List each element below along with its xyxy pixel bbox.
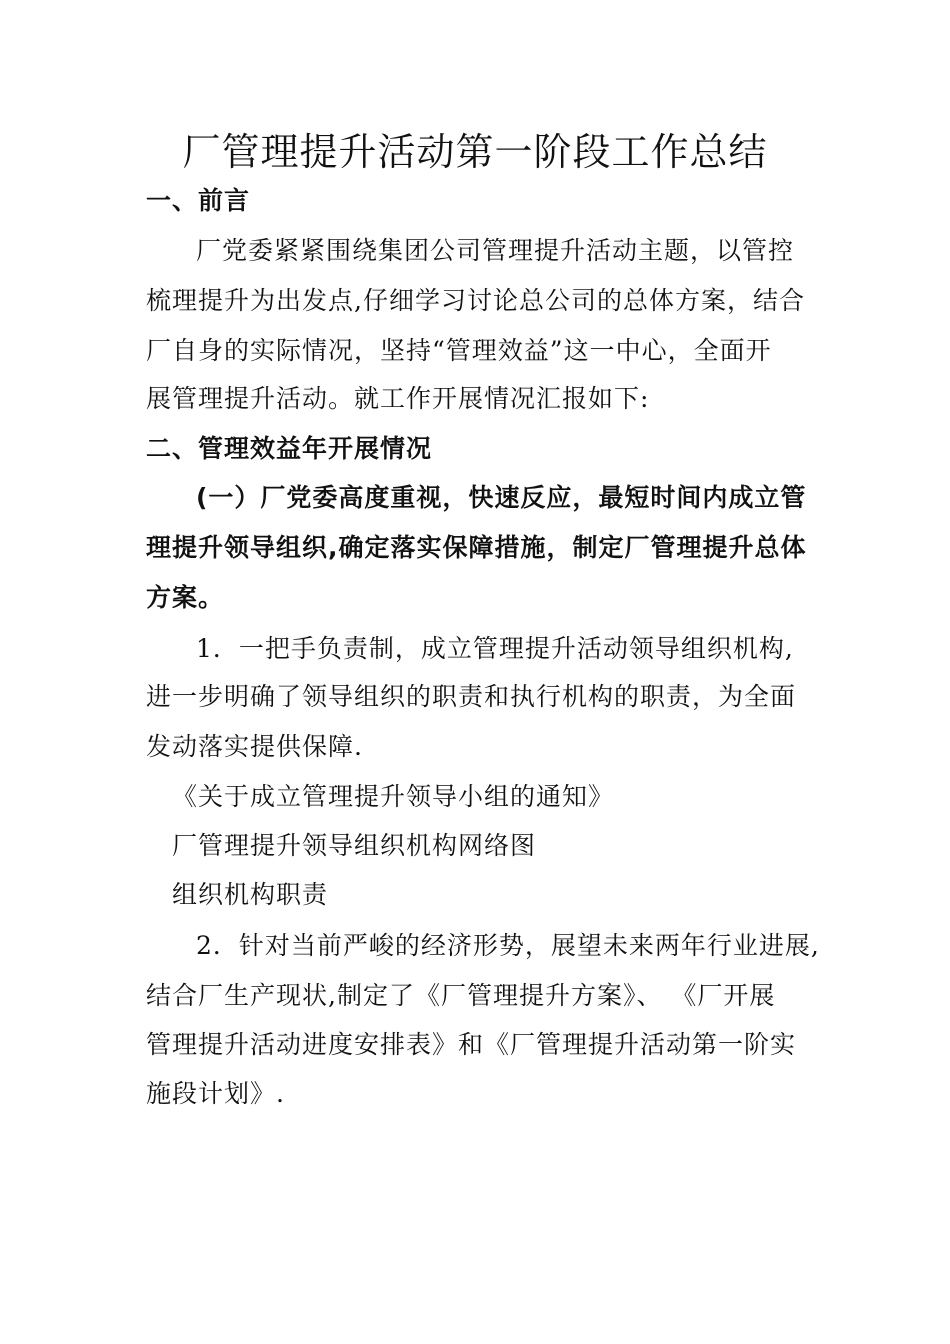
paragraph-line: 厂党委紧紧围绕集团公司管理提升活动主题，以管控: [196, 236, 795, 265]
section-heading-preface: 一、前言: [146, 186, 251, 215]
section-heading-progress: 二、管理效益年开展情况: [146, 434, 433, 463]
attachment-line: 厂管理提升领导组织机构网络图: [172, 831, 537, 860]
paragraph-line: 展管理提升活动。就工作开展情况汇报如下:: [146, 384, 650, 413]
subsection-line: 理提升领导组织,确定落实保障措施，制定厂管理提升总体: [146, 533, 807, 562]
item-line: 1．一把手负责制，成立管理提升活动领导组织机构,: [196, 634, 794, 663]
paragraph-line: 梳理提升为出发点,仔细学习讨论总公司的总体方案，结合: [146, 286, 805, 315]
attachment-line: 《关于成立管理提升领导小组的通知》: [172, 782, 615, 811]
subsection-line: (一）厂党委高度重视，快速反应，最短时间内成立管: [196, 483, 807, 512]
subsection-line: 方案。: [146, 583, 225, 612]
item-line: 施段计划》.: [146, 1079, 285, 1108]
item-line: 发动落实提供保障.: [146, 732, 363, 761]
item-line: 2．针对当前严峻的经济形势，展望未来两年行业进展,: [196, 931, 820, 960]
item-line: 进一步明确了领导组织的职责和执行机构的职责，为全面: [146, 682, 797, 711]
item-line: 管理提升活动进度安排表》和《厂管理提升活动第一阶实: [146, 1030, 797, 1059]
item-line: 结合厂生产现状,制定了《厂管理提升方案》、 《厂开展: [146, 981, 776, 1010]
paragraph-line: 厂自身的实际情况，坚持“管理效益”这一中心，全面开: [146, 336, 772, 365]
attachment-line: 组织机构职责: [172, 880, 329, 909]
document-title: 厂管理提升活动第一阶段工作总结: [182, 130, 768, 174]
